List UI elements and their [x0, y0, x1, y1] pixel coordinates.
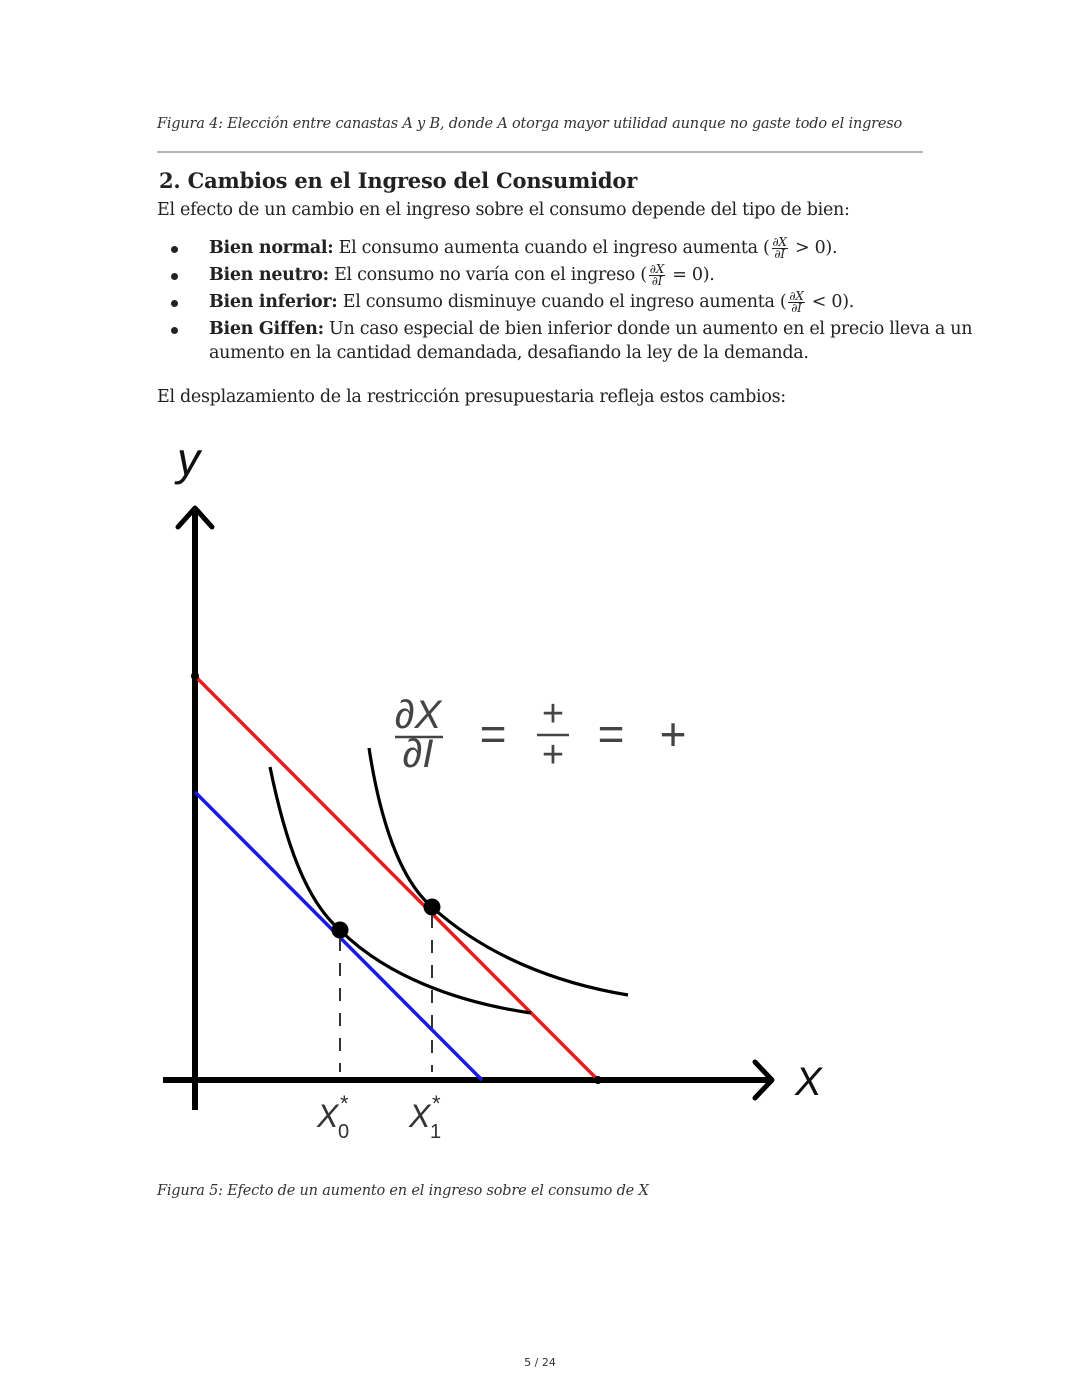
svg-text:+: +	[541, 734, 565, 776]
figure-4-caption: Figura 4: Elección entre canastas A y B, donde A otorga mayor utilidad aunque no gaste todo el ingreso	[157, 116, 903, 132]
intercept-dot	[191, 672, 199, 680]
derivative-expression: $\frac{\partial X}{\partial I}$ = 0	[649, 262, 703, 288]
indifference-curve-initial	[270, 767, 531, 1013]
bullet-text: El consumo no varía con el ingreso (	[328, 265, 647, 285]
y-axis	[178, 508, 212, 1110]
income-derivative-equation	[395, 693, 687, 776]
good-types-list	[157, 236, 979, 368]
x1-star-label	[408, 1091, 441, 1143]
list-item-normal-good: Bien normal: El consumo aumenta cuando el ingreso aumenta ( $\frac{\partial X}{\partial I}$ > 0).	[209, 236, 979, 260]
svg-text:X: X	[409, 1098, 431, 1134]
bullet-term: Bien neutro:	[209, 265, 329, 285]
bullet-text: El consumo aumenta cuando el ingreso aumenta (	[333, 238, 770, 258]
list-item-neutral-good: Bien neutro: El consumo no varía con el ingreso ( $\frac{\partial X}{\partial I}$ = 0).	[209, 263, 979, 287]
svg-text:+: +	[659, 708, 687, 760]
x-axis-label: X	[795, 1060, 822, 1104]
income-effect-diagram	[155, 430, 855, 1150]
bullet-term: Bien inferior:	[209, 292, 338, 312]
bullet-text: Un caso especial de bien inferior donde un aumento en el precio lleva a un aumento en la cantidad demandada, desafiando la ley de la demanda.	[209, 319, 973, 363]
y-axis-label: y	[177, 433, 200, 485]
page-number: 5 / 24	[524, 1356, 556, 1369]
bullet-term: Bien normal:	[209, 238, 334, 258]
svg-text:0: 0	[338, 1121, 350, 1143]
derivative-expression: $\frac{\partial X}{\partial I}$ < 0	[789, 289, 843, 315]
svg-text:*: *	[432, 1091, 441, 1116]
intercept-dot	[594, 1076, 602, 1084]
svg-text:X: X	[317, 1098, 339, 1134]
transition-paragraph: El desplazamiento de la restricción presupuestaria refleja estos cambios:	[157, 387, 786, 407]
figure-5-caption: Figura 5: Efecto de un aumento en el ingreso sobre el consumo de X	[157, 1183, 649, 1199]
list-item-inferior-good: Bien inferior: El consumo disminuye cuando el ingreso aumenta ( $\frac{\partial X}{\partial I}$ < 0).	[209, 290, 979, 314]
svg-text:=: =	[597, 708, 625, 760]
bullet-term: Bien Giffen:	[209, 319, 324, 339]
svg-text:=: =	[479, 708, 507, 760]
svg-text:*: *	[340, 1091, 349, 1116]
section-intro: El efecto de un cambio en el ingreso sobre el consumo depende del tipo de bien:	[157, 200, 850, 220]
svg-text:+: +	[541, 693, 565, 735]
equilibrium-point-x1	[424, 899, 441, 916]
x0-star-label	[316, 1091, 349, 1143]
section-title: 2. Cambios en el Ingreso del Consumidor	[159, 168, 638, 193]
svg-text:∂X: ∂X	[394, 693, 442, 737]
indifference-curve-new	[369, 748, 628, 995]
svg-text:∂I: ∂I	[402, 732, 434, 776]
bullet-text: El consumo disminuye cuando el ingreso aumenta (	[337, 292, 787, 312]
list-item-giffen-good	[209, 317, 979, 365]
horizontal-divider	[157, 151, 923, 153]
equilibrium-point-x0	[332, 922, 349, 939]
derivative-expression: $\frac{\partial X}{\partial I}$ > 0	[772, 235, 826, 261]
svg-text:1: 1	[430, 1121, 442, 1143]
